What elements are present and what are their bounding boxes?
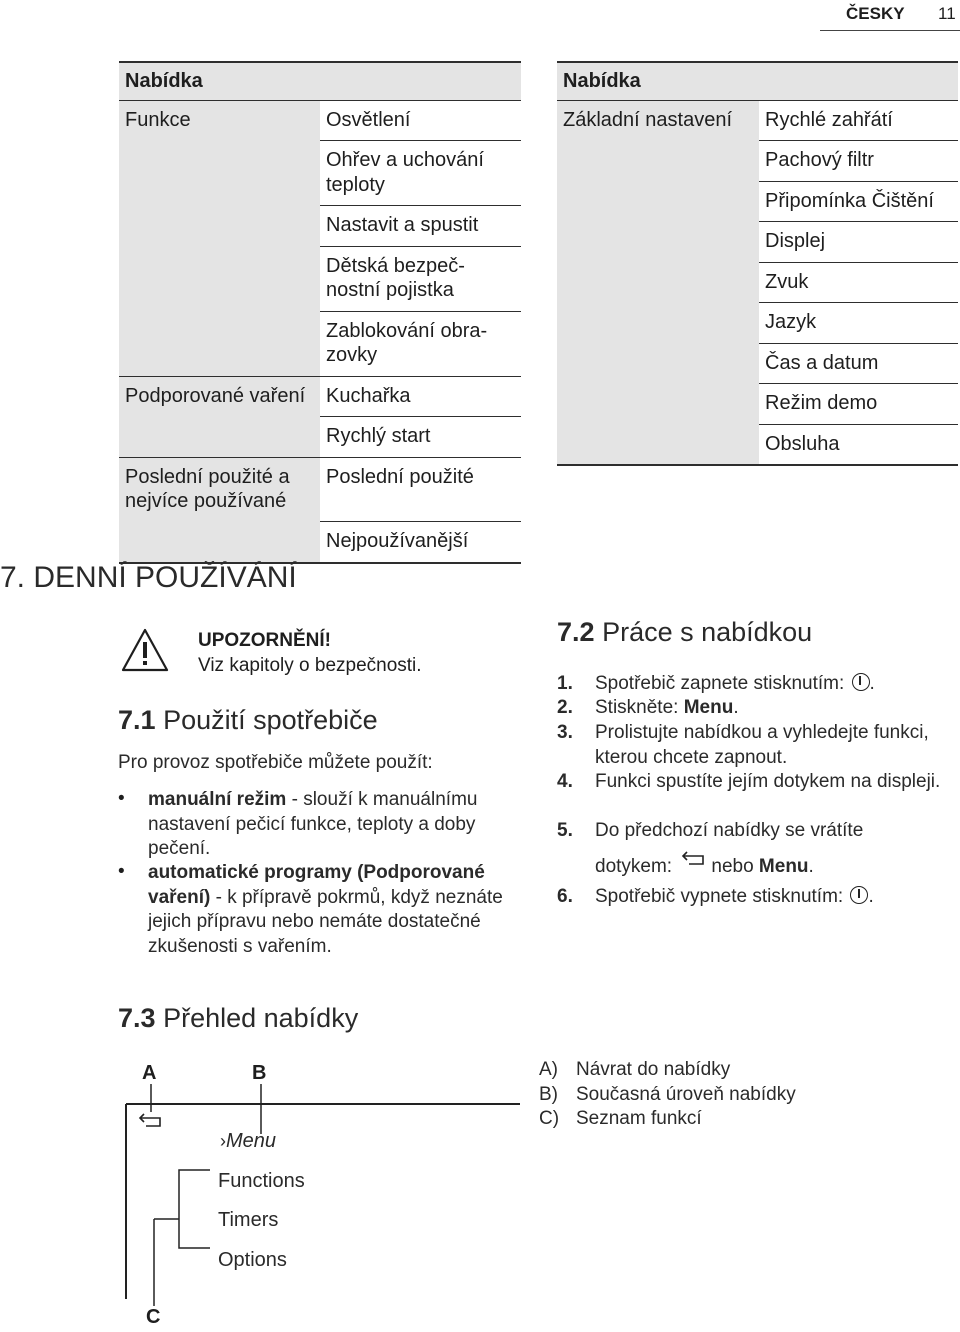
step-bold: Menu [683, 697, 734, 718]
table-cell-category: Funkce [119, 100, 320, 141]
table-header-row [119, 62, 521, 100]
table-cell-category [557, 262, 759, 303]
step-number: 6. [557, 886, 573, 907]
menu-overview-diagram [120, 1054, 520, 1332]
table-row [557, 100, 958, 141]
table-cell-category: Základní nastavení [557, 100, 759, 141]
menu-table-right [557, 61, 958, 466]
menu-table-left [119, 61, 521, 564]
step-text [595, 696, 957, 721]
table-row [557, 424, 958, 465]
table-cell-item: Čas a datum [759, 343, 958, 384]
table-cell-item: Dětská bezpeč-nostní pojistka [320, 246, 521, 311]
diagram-menu-label: Menu [226, 1130, 277, 1152]
table-cell-item: Kuchařka [320, 376, 521, 417]
step-number: 2. [557, 697, 573, 718]
step-text-line1: Do předchozí nabídky se vrátíte [595, 820, 864, 841]
step-text-part: nebo [711, 855, 759, 877]
step-number: 3. [557, 722, 573, 743]
table-cell-item: Zvuk [759, 262, 958, 303]
table-cell-item: Pachový filtr [759, 141, 958, 182]
table-cell-category [119, 417, 320, 458]
table-row [557, 262, 958, 303]
table-row [119, 457, 521, 522]
table-cell-category [119, 522, 320, 563]
step-suffix: . [868, 886, 874, 907]
step-text-body: Spotřebič zapnete stisknutím: [595, 673, 850, 694]
step-text-body: Spotřebič vypnete stisknutím: [595, 886, 849, 907]
table-cell-item: Rychlý start [320, 417, 521, 458]
section-7-heading [0, 561, 297, 595]
subsection-number: 7.2 [557, 617, 595, 647]
warning-text: Viz kapitoly o bezpečnosti. [198, 655, 422, 676]
legend-key: C) [539, 1108, 560, 1129]
table-cell-category [119, 246, 320, 311]
step-text [595, 885, 957, 910]
label-b: B [252, 1062, 267, 1084]
table-cell-category [119, 141, 320, 206]
back-arrow-icon [681, 850, 707, 868]
bullet-marker: • [118, 788, 125, 809]
legend-key: A) [539, 1059, 558, 1080]
label-a: A [142, 1062, 157, 1084]
step-text: Funkci spustíte jejím dotykem na displeji. [595, 771, 941, 792]
section-7-1-intro: Pro provoz spotřebiče můžete použít: [118, 752, 433, 773]
table-header: Nabídka [119, 62, 320, 100]
table-cell-item: Nejpoužívanější [320, 522, 521, 563]
step-number: 1. [557, 673, 573, 694]
table-header-row [557, 62, 958, 100]
table-cell-category [557, 222, 759, 263]
page-number: 11 [938, 4, 956, 23]
table-row [557, 384, 958, 425]
step-number: 4. [557, 771, 573, 792]
table-cell-category [557, 384, 759, 425]
section-7-3-heading [118, 1003, 358, 1034]
bullet-auto-programs [148, 861, 528, 959]
table-cell-item: Poslední použité [320, 457, 521, 522]
step-suffix: . [808, 855, 814, 877]
table-cell-item: Displej [759, 222, 958, 263]
diagram-lines [120, 1054, 520, 1332]
legend-item [539, 1058, 730, 1083]
table-cell-category [119, 311, 320, 376]
step-bold: Menu [758, 855, 809, 877]
table-cell-item: Připomínka Čištění [759, 181, 958, 222]
power-icon [850, 886, 868, 904]
table-cell-item: Režim demo [759, 384, 958, 425]
step-text-line2 [595, 850, 957, 880]
subsection-number: 7.1 [118, 705, 156, 735]
table-cell-category: Poslední použité a nejvíce používané [119, 457, 320, 522]
table-cell-category: Podporované vaření [119, 376, 320, 417]
subsection-title: Přehled nabídky [163, 1003, 359, 1033]
legend-item [539, 1107, 702, 1132]
header-rule [820, 30, 960, 31]
table-cell-item: Osvětlení [320, 100, 521, 141]
table-cell-item: Obsluha [759, 424, 958, 465]
diagram-item: Timers [218, 1209, 279, 1231]
subsection-title: Práce s nabídkou [602, 617, 813, 647]
legend-key: B) [539, 1084, 558, 1105]
bullet-bold: automatické programy (Podporované vaření) [148, 862, 485, 908]
legend-item [539, 1083, 796, 1108]
table-header-blank [759, 62, 958, 100]
table-cell-item: Nastavit a spustit [320, 206, 521, 247]
section-number: 7. [0, 561, 26, 594]
table-row [557, 343, 958, 384]
table-row [557, 141, 958, 182]
diagram-item: Functions [218, 1170, 305, 1192]
step-suffix: . [869, 673, 875, 694]
table-cell-item: Ohřev a uchování teploty [320, 141, 521, 206]
step-text [595, 672, 957, 697]
table-cell-category [557, 303, 759, 344]
table-header: Nabídka [557, 62, 759, 100]
bullet-marker: • [118, 861, 125, 882]
table-cell-category [557, 343, 759, 384]
table-cell-category [557, 141, 759, 182]
table-row [119, 100, 521, 141]
label-c: C [146, 1306, 161, 1328]
subsection-title: Použití spotřebiče [163, 705, 378, 735]
table-cell-item: Jazyk [759, 303, 958, 344]
table-cell-category [557, 181, 759, 222]
step-text-body: Stiskněte: [595, 697, 684, 718]
bullet-text: - k přípravě pokrmů, když neznáte jejich přípravu nebo nemáte dostatečné zkušenosti s vařením. [148, 886, 503, 957]
table-row [119, 246, 521, 311]
power-icon [852, 673, 870, 691]
table-row [119, 206, 521, 247]
table-cell-item: Rychlé zahřátí [759, 100, 958, 141]
subsection-number: 7.3 [118, 1003, 156, 1033]
table-row [119, 522, 521, 563]
warning-triangle-icon [120, 627, 170, 673]
table-row [119, 141, 521, 206]
bullet-bold: manuální režim [148, 789, 287, 810]
bullet-text: - slouží k manuálnímu nastavení pečicí funkce, teploty a doby pečení. [148, 789, 478, 859]
step-suffix: . [733, 697, 739, 718]
table-row [557, 303, 958, 344]
step-text-part: dotykem: [595, 855, 678, 877]
section-7-2-heading [557, 617, 812, 648]
table-header-blank [320, 62, 521, 100]
header-language: ČESKY [846, 4, 905, 23]
back-arrow-icon [138, 1112, 164, 1130]
table-cell-item: Zablokování obra-zovky [320, 311, 521, 376]
section-title: DENNÍ POUŽÍVÁNÍ [33, 561, 297, 594]
diagram-menu-crumb [220, 1130, 276, 1153]
chevron-right-icon: › [220, 1131, 226, 1151]
table-row [557, 181, 958, 222]
table-cell-category [119, 206, 320, 247]
legend-text: Návrat do nabídky [576, 1059, 731, 1080]
table-row [119, 376, 521, 417]
section-7-1-heading [118, 705, 378, 736]
bullet-manual-mode [148, 788, 528, 862]
legend-text: Současná úroveň nabídky [576, 1084, 796, 1105]
legend-text: Seznam funkcí [576, 1108, 702, 1129]
table-row [119, 311, 521, 376]
diagram-item: Options [218, 1249, 287, 1271]
table-row [119, 417, 521, 458]
warning-title: UPOZORNĚNÍ! [198, 630, 331, 651]
step-number: 5. [557, 820, 573, 841]
table-cell-category [557, 424, 759, 465]
table-row [557, 222, 958, 263]
step-text [595, 819, 957, 879]
step-text: Prolistujte nabídkou a vyhledejte funkci, kterou chcete zapnout. [595, 722, 929, 768]
